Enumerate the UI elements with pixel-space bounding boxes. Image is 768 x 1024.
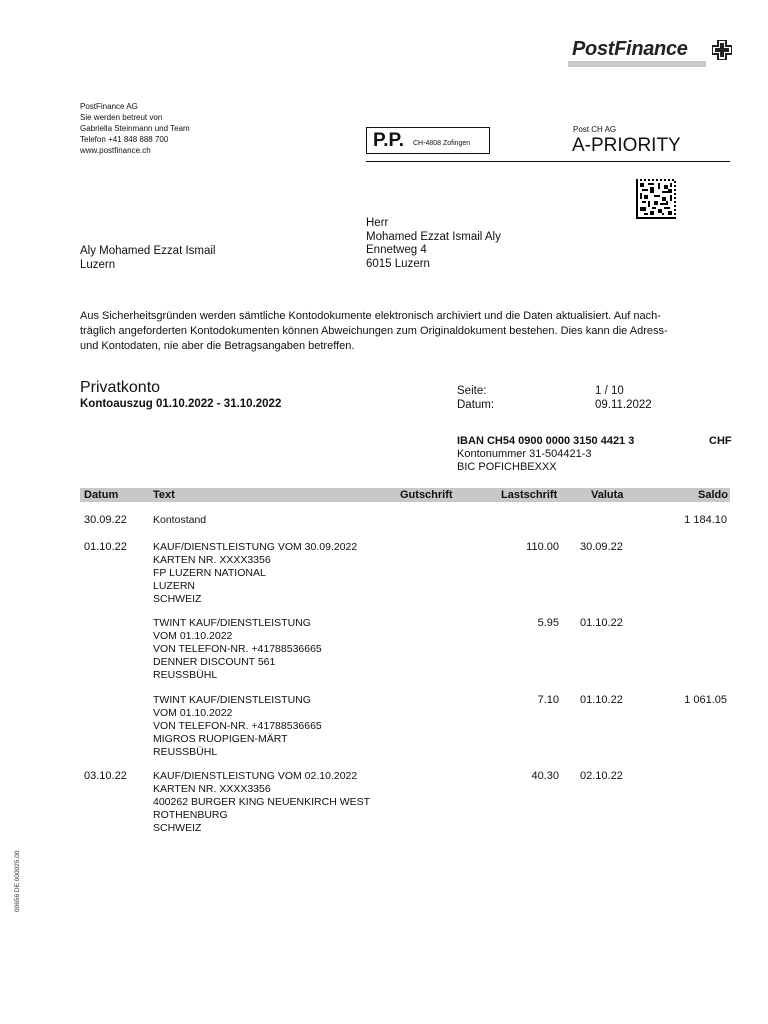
account-holder (80, 245, 216, 272)
row-date: 01.10.22 (84, 541, 127, 553)
table-header (80, 488, 730, 502)
sender-line: Gabriella Steinmann und Team (80, 124, 190, 133)
row-text-line: SCHWEIZ (153, 593, 202, 605)
divider (366, 161, 730, 162)
notice-line: und Kontodaten, nie aber die Betragsangaben betreffen. (80, 340, 355, 352)
postfinance-logo (568, 36, 734, 70)
header-gutschrift: Gutschrift (400, 489, 453, 501)
notice-line: träglich angeforderten Kontodokumenten können Abweichungen zum Originaldokument bestehen. Dies kann die Adress- (80, 325, 668, 337)
pp-label: P.P. (373, 130, 405, 151)
row-lastschrift: 5.95 (537, 617, 559, 629)
data-matrix-code (636, 179, 676, 219)
row-text (153, 770, 370, 835)
row-saldo: 1 184.10 (684, 514, 727, 526)
row-valuta: 02.10.22 (580, 770, 623, 782)
row-text-line: KAUF/DIENSTLEISTUNG VOM 02.10.2022 (153, 770, 358, 782)
row-text-line: TWINT KAUF/DIENSTLEISTUNG (153, 617, 311, 629)
row-text-line: TWINT KAUF/DIENSTLEISTUNG (153, 694, 311, 706)
currency: CHF (709, 435, 732, 447)
row-text-line: LUZERN (153, 580, 196, 592)
security-notice (80, 309, 730, 354)
post-label: Post CH AG (573, 125, 617, 134)
row-text (153, 541, 357, 606)
row-text-line: SCHWEIZ (153, 822, 202, 834)
row-text-line: 400262 BURGER KING NEUENKIRCH WEST (153, 796, 371, 808)
row-text-line: KARTEN NR. XXXX3356 (153, 554, 271, 566)
date-value: 09.11.2022 (595, 399, 652, 411)
pp-office: CH-4808 Zofingen (413, 140, 471, 147)
row-text-line: FP LUZERN NATIONAL (153, 567, 266, 579)
pp-stamp (366, 127, 490, 154)
recipient-address (366, 217, 501, 271)
row-text-line: ROTHENBURG (153, 809, 228, 821)
account-holder-line: Luzern (80, 258, 116, 271)
recipient-line: Ennetweg 4 (366, 244, 427, 256)
header-text: Text (153, 489, 175, 501)
date-label: Datum: (457, 399, 495, 411)
row-text-line: VOM 01.10.2022 (153, 707, 233, 719)
header-saldo: Saldo (698, 489, 728, 501)
row-text-line: DENNER DISCOUNT 561 (153, 656, 276, 668)
row-date: 03.10.22 (84, 770, 127, 782)
row-text-line: KARTEN NR. XXXX3356 (153, 783, 271, 795)
sender-line: Telefon +41 848 888 700 (80, 135, 169, 144)
account-title: Privatkonto (80, 379, 161, 396)
row-valuta: 30.09.22 (580, 541, 623, 553)
page-label: Seite: (457, 385, 487, 397)
logo-underline (568, 61, 706, 67)
header-datum: Datum (84, 489, 119, 501)
header-lastschrift: Lastschrift (501, 489, 558, 501)
row-text: Kontostand (153, 514, 207, 526)
bic: BIC POFICHBEXXX (457, 461, 557, 473)
row-date: 30.09.22 (84, 514, 127, 526)
recipient-line: 6015 Luzern (366, 257, 430, 270)
row-text-line: MIGROS RUOPIGEN-MÄRT (153, 733, 288, 745)
logo-text: PostFinance (572, 38, 688, 60)
account-holder-line: Aly Mohamed Ezzat Ismail (80, 245, 216, 257)
row-text-line: VON TELEFON-NR. +41788536665 (153, 643, 322, 655)
sender-block (80, 101, 190, 156)
account-number: Kontonummer 31-504421-3 (457, 448, 592, 460)
document-code: 00656 DE 000025.00 (14, 850, 21, 912)
row-valuta: 01.10.22 (580, 617, 623, 629)
row-text-line: VOM 01.10.2022 (153, 630, 233, 642)
row-text-line: KAUF/DIENSTLEISTUNG VOM 30.09.2022 (153, 541, 358, 553)
recipient-line: Mohamed Ezzat Ismail Aly (366, 230, 501, 243)
row-text (153, 617, 322, 682)
row-saldo: 1 061.05 (684, 694, 727, 706)
sender-line: PostFinance AG (80, 102, 138, 111)
statement-period: Kontoauszug 01.10.2022 - 31.10.2022 (80, 398, 282, 410)
sender-line: Sie werden betreut von (80, 113, 163, 122)
row-lastschrift: 40.30 (531, 770, 559, 782)
header-valuta: Valuta (591, 489, 624, 501)
row-text-line: VON TELEFON-NR. +41788536665 (153, 720, 322, 732)
row-text-line: REUSSBÜHL (153, 746, 218, 758)
sender-line: www.postfinance.ch (80, 146, 151, 155)
row-lastschrift: 110.00 (526, 541, 559, 553)
row-valuta: 01.10.22 (580, 694, 623, 706)
row-text (153, 694, 322, 759)
row-lastschrift: 7.10 (537, 694, 559, 706)
page-value: 1 / 10 (595, 385, 624, 397)
notice-line: Aus Sicherheitsgründen werden sämtliche Kontodokumente elektronisch archiviert und die Daten aktualisiert. Auf nach- (80, 310, 661, 322)
iban: IBAN CH54 0900 0000 3150 4421 3 (457, 435, 635, 447)
recipient-line: Herr (366, 217, 389, 229)
swiss-cross-icon (712, 40, 732, 60)
priority-label: A-PRIORITY (572, 135, 681, 156)
row-text-line: REUSSBÜHL (153, 669, 218, 681)
